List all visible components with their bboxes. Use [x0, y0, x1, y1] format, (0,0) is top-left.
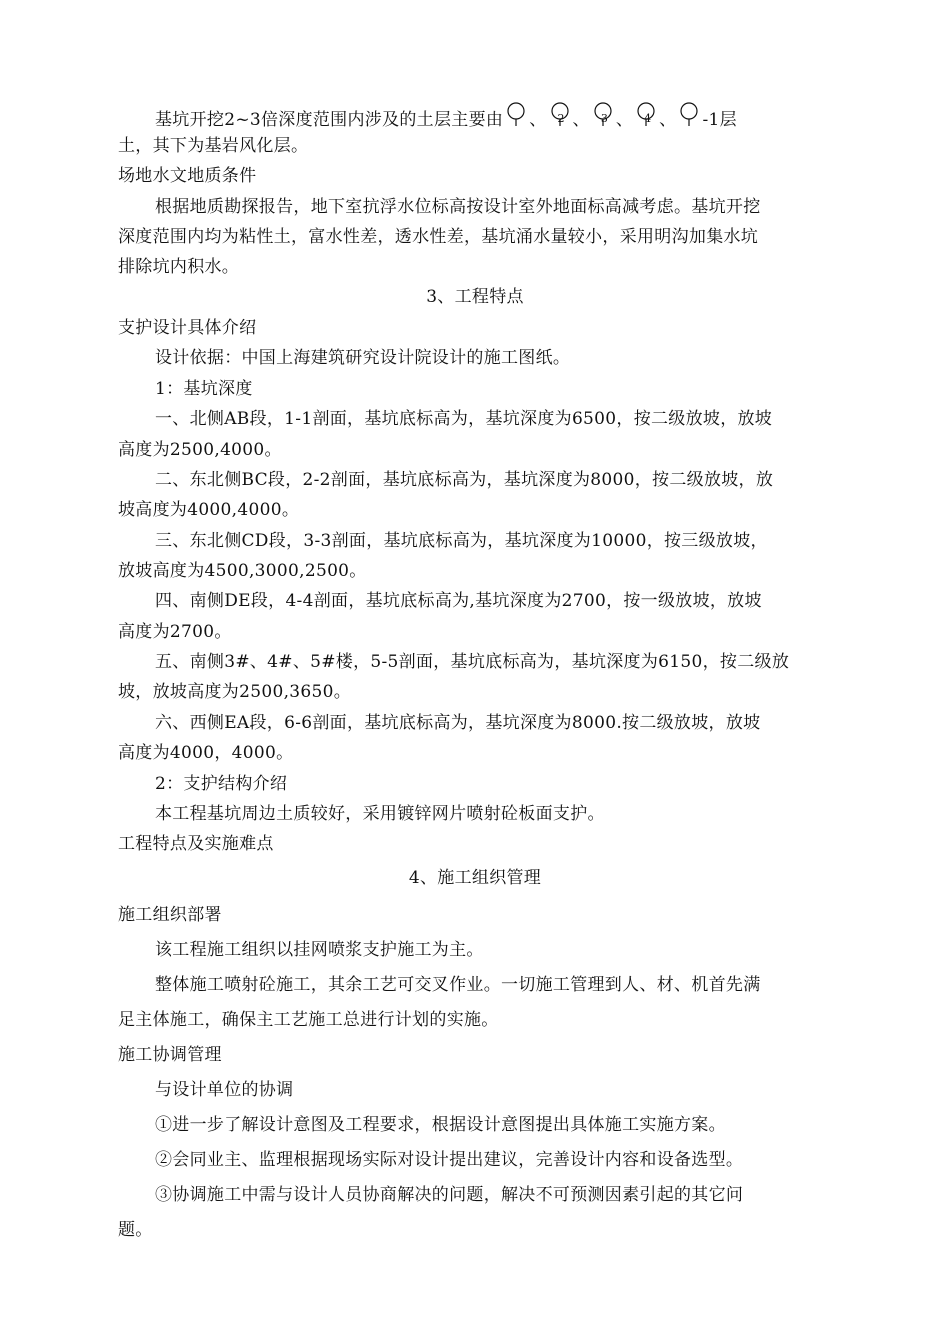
section-heading: 工程特点及实施难点	[118, 834, 274, 854]
separator: 、	[615, 110, 634, 130]
chapter-heading: 4、施工组织管理	[408, 868, 542, 888]
separator: 、	[572, 110, 590, 130]
paragraph-line: 四、南侧DE段，4-4剖面，基坑底标高为,基坑深度为2700，按一级放坡，放坡	[155, 591, 762, 611]
subsection-heading: 2：支护结构介绍	[155, 774, 288, 794]
paragraph-line: 根据地质勘探报告，地下室抗浮水位标高按设计室外地面标高减考虑。基坑开挖	[155, 197, 761, 217]
section-heading: 施工组织部署	[118, 905, 222, 925]
paragraph-line: 深度范围内均为粘性土，富水性差，透水性差，基坑涌水量较小，采用明沟加集水坑	[118, 227, 759, 247]
paragraph-line: 高度为2700。	[118, 622, 232, 642]
paragraph-line: 高度为2500,4000。	[118, 440, 282, 460]
soil-layer-symbol-icon	[635, 105, 657, 129]
separator: 、	[529, 110, 547, 130]
paragraph-line: 土，其下为基岩风化层。	[118, 136, 309, 156]
paragraph-line: ②会同业主、监理根据现场实际对设计提出建议，完善设计内容和设备选型。	[155, 1150, 744, 1170]
paragraph-line: 高度为4000，4000。	[118, 743, 294, 763]
paragraph-line: ③协调施工中需与设计人员协商解决的问题，解决不可预测因素引起的其它问	[155, 1185, 744, 1205]
section-heading: 施工协调管理	[118, 1045, 222, 1065]
text: 基坑开挖2~3倍深度范围内涉及的土层主要由	[155, 110, 504, 130]
paragraph-line: 五、南侧3#、4#、5#楼，5-5剖面，基坑底标高为，基坑深度为6150，按二级放	[155, 652, 790, 672]
paragraph-line: 该工程施工组织以挂网喷浆支护施工为主。	[155, 940, 484, 960]
paragraph-line: 二、东北侧BC段，2-2剖面，基坑底标高为，基坑深度为8000，按二级放坡，放	[155, 470, 774, 490]
paragraph-line: 整体施工喷射砼施工，其余工艺可交叉作业。一切施工管理到人、材、机首先满	[155, 975, 761, 995]
paragraph-line: 放坡高度为4500,3000,2500。	[118, 561, 367, 581]
subsection-heading: 与设计单位的协调	[155, 1080, 294, 1100]
chapter-heading: 3、工程特点	[426, 287, 524, 307]
paragraph-line	[155, 105, 737, 130]
paragraph-line: 坡，放坡高度为2500,3650。	[118, 682, 352, 702]
paragraph-line: 坡高度为4000,4000。	[118, 500, 300, 520]
paragraph-line: 题。	[118, 1220, 153, 1240]
soil-layer-symbol-icon	[678, 105, 700, 129]
paragraph-line: 六、西侧EA段，6-6剖面，基坑底标高为，基坑深度为8000.按二级放坡，放坡	[155, 713, 761, 733]
subsection-heading: 1：基坑深度	[155, 379, 253, 399]
paragraph-line: 设计依据：中国上海建筑研究设计院设计的施工图纸。	[155, 348, 571, 368]
section-heading: 支护设计具体介绍	[118, 318, 257, 338]
soil-layer-number: 4	[644, 112, 652, 125]
soil-layer-symbol-icon	[549, 105, 571, 129]
paragraph-line: 本工程基坑周边土质较好，采用镀锌网片喷射砼板面支护。	[155, 804, 605, 824]
paragraph-line: 三、东北侧CD段，3-3剖面，基坑底标高为，基坑深度为10000，按三级放坡，	[155, 531, 768, 551]
separator: 、	[659, 110, 677, 130]
paragraph-line: ①进一步了解设计意图及工程要求，根据设计意图提出具体施工实施方案。	[155, 1115, 726, 1135]
section-heading: 场地水文地质条件	[118, 166, 257, 186]
soil-layer-number: 3	[600, 112, 609, 125]
paragraph-line: 一、北侧AB段，1-1剖面，基坑底标高为，基坑深度为6500，按二级放坡，放坡	[155, 409, 773, 429]
soil-layer-symbol-icon	[505, 105, 527, 129]
text: -1层	[702, 110, 737, 130]
paragraph-line: 排除坑内积水。	[118, 257, 240, 277]
soil-layer-symbol-icon	[592, 105, 614, 129]
paragraph-line: 足主体施工，确保主工艺施工总进行计划的实施。	[118, 1010, 499, 1030]
soil-layer-number: 2	[557, 112, 565, 125]
